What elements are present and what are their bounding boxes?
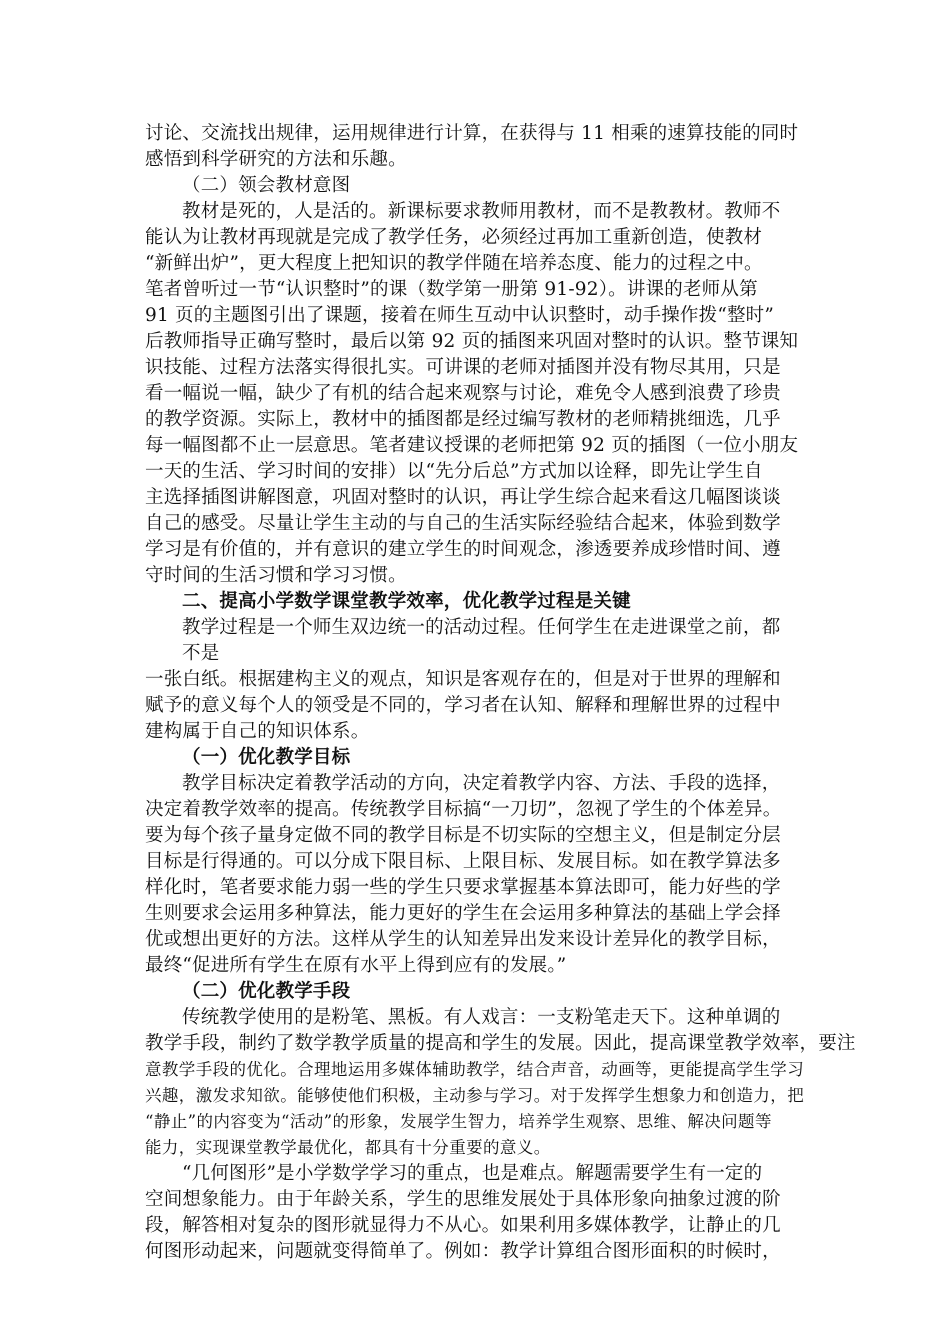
text-line: 主选择插图讲解图意，巩固对整时的认识，再让学生综合起来看这几幅图谈谈 — [145, 487, 781, 508]
text-line: 一张白纸。根据建构主义的观点，知识是客观存在的，但是对于世界的理解和 — [145, 669, 781, 690]
text-line: “静止”的内容变为“活动”的形象，发展学生智力，培养学生观察、思维、解决问题等 — [145, 1112, 772, 1131]
text-line: 笔者曾听过一节“认识整时”的课（数学第一册第 91-92）。讲课的老师从第 — [145, 279, 758, 300]
text-line: 感悟到科学研究的方法和乐趣。 — [145, 149, 407, 170]
text-line: 样化时，笔者要求能力弱一些的学生只要求掌握基本算法即可，能力好些的学 — [145, 877, 781, 898]
text-line: 段，解答相对复杂的图形就显得力不从心。如果利用多媒体教学，让静止的几 — [145, 1215, 781, 1236]
text-line: 何图形动起来，问题就变得简单了。例如：教学计算组合图形面积的时候时， — [145, 1241, 781, 1262]
text-line: 决定着教学效率的提高。传统教学目标搞“一刀切”，忽视了学生的个体差异。 — [145, 799, 782, 820]
text-line: 兴趣，激发求知欲。能够使他们积极，主动参与学习。对于发挥学生想象力和创造力，把 — [145, 1086, 805, 1105]
text-line: 的教学资源。实际上，教材中的插图都是经过编写教材的老师精挑细选，几乎 — [145, 409, 781, 430]
section-heading: 二、提高小学数学课堂教学效率，优化教学过程是关键 — [182, 591, 631, 612]
text-line: 讨论、交流找出规律，运用规律进行计算，在获得与 11 相乘的速算技能的同时 — [145, 123, 799, 144]
text-line: 要为每个孩子量身定做不同的教学目标是不切实际的空想主义，但是制定分层 — [145, 825, 781, 846]
text-line: 不是 — [182, 643, 220, 664]
text-line: 自己的感受。尽量让学生主动的与自己的生活实际经验结合起来，体验到数学 — [145, 513, 781, 534]
text-line: 教学手段，制约了数学教学质量的提高和学生的发展。因此，提高课堂教学效率，要注 — [145, 1033, 856, 1054]
section-heading: （二）优化教学手段 — [182, 981, 351, 1002]
text-line: 空间想象能力。由于年龄关系，学生的思维发展处于具体形象向抽象过渡的阶 — [145, 1189, 781, 1210]
text-line: 生则要求会运用多种算法，能力更好的学生在会运用多种算法的基础上学会择 — [145, 903, 781, 924]
text-line: 目标是行得通的。可以分成下限目标、上限目标、发展目标。如在教学算法多 — [145, 851, 781, 872]
text-line: 优或想出更好的方法。这样从学生的认知差异出发来设计差异化的教学目标， — [145, 929, 781, 950]
text-line: 最终“促进所有学生在原有水平上得到应有的发展。” — [145, 955, 567, 976]
text-line: 意教学手段的优化。合理地运用多媒体辅助教学，结合声音，动画等，更能提高学生学习 — [145, 1060, 805, 1079]
text-line: 守时间的生活习惯和学习习惯。 — [145, 565, 407, 586]
text-line: 看一幅说一幅，缺少了有机的结合起来观察与讨论，难免令人感到浪费了珍贵 — [145, 383, 781, 404]
text-line: 赋予的意义每个人的领受是不同的，学习者在认知、解释和理解世界的过程中 — [145, 695, 781, 716]
section-heading: （二）领会教材意图 — [182, 175, 351, 196]
text-line: 教学目标决定着教学活动的方向，决定着教学内容、方法、手段的选择， — [182, 773, 781, 794]
text-line: 建构属于自己的知识体系。 — [145, 721, 370, 742]
text-line: 教学过程是一个师生双边统一的活动过程。任何学生在走进课堂之前，都 — [182, 617, 781, 638]
text-line: 每一幅图都不止一层意思。笔者建议授课的老师把第 92 页的插图（一位小朋友 — [145, 435, 799, 456]
section-heading: （一）优化教学目标 — [182, 747, 351, 768]
text-line: 教材是死的，人是活的。新课标要求教师用教材，而不是教教材。教师不 — [182, 201, 781, 222]
text-line: 识技能、过程方法落实得很扎实。可讲课的老师对插图并没有物尽其用，只是 — [145, 357, 781, 378]
text-line: 一天的生活、学习时间的安排）以“先分后总”方式加以诠释，即先让学生自 — [145, 461, 763, 482]
text-line: 能力，实现课堂教学最优化，都具有十分重要的意义。 — [145, 1138, 551, 1157]
text-line: “几何图形”是小学数学学习的重点，也是难点。解题需要学生有一定的 — [182, 1163, 763, 1184]
text-line: 91 页的主题图引出了课题，接着在师生互动中认识整时，动手操作拨“整时” — [145, 305, 775, 326]
text-line: 传统教学使用的是粉笔、黑板。有人戏言：一支粉笔走天下。这种单调的 — [182, 1007, 781, 1028]
text-line: 后教师指导正确写整时，最后以第 92 页的插图来巩固对整时的认识。整节课知 — [145, 331, 799, 352]
text-line: “新鲜出炉”，更大程度上把知识的教学伴随在培养态度、能力的过程之中。 — [145, 253, 763, 274]
text-line: 能认为让教材再现就是完成了教学任务，必须经过再加工重新创造，使教材 — [145, 227, 763, 248]
text-line: 学习是有价值的，并有意识的建立学生的时间观念，渗透要养成珍惜时间、遵 — [145, 539, 781, 560]
